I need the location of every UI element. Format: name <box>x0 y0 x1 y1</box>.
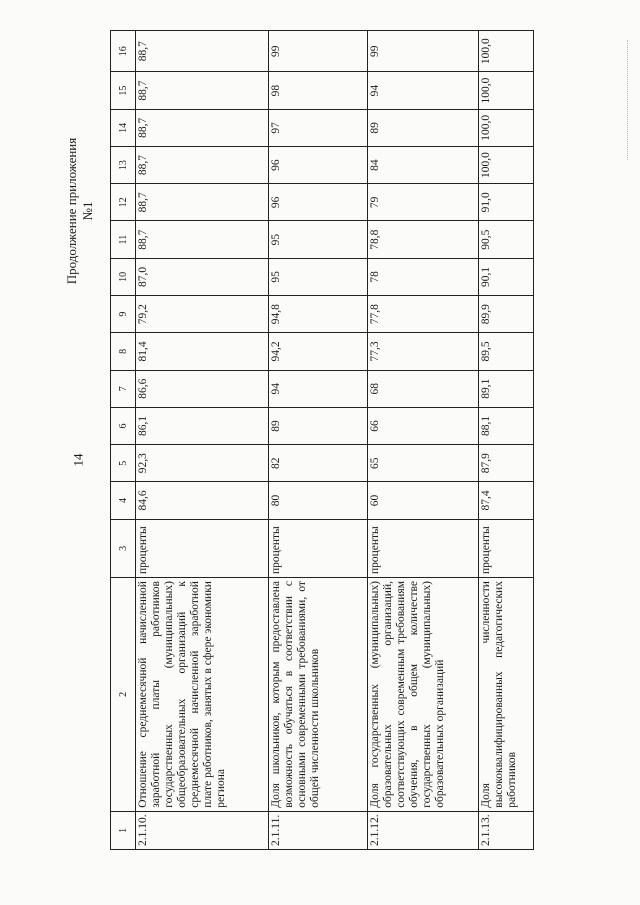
header-cell: 2 <box>111 578 136 812</box>
table-row <box>368 31 479 850</box>
header-cell: 15 <box>111 72 136 109</box>
value-cell: 97 <box>269 109 368 146</box>
value-cell: 98 <box>269 72 368 109</box>
table-row <box>479 31 534 850</box>
value-cell: 77,8 <box>368 296 479 333</box>
value-cell: 89 <box>368 109 479 146</box>
value-cell: 87,4 <box>479 482 534 519</box>
value-cell: 66 <box>368 407 479 444</box>
value-cell: 65 <box>368 445 479 482</box>
table-row <box>269 31 368 850</box>
value-cell: 89,9 <box>479 296 534 333</box>
value-cell: 90,5 <box>479 221 534 258</box>
header-cell: 16 <box>111 31 136 72</box>
header-cell: 11 <box>111 221 136 258</box>
header-row <box>111 31 136 850</box>
header-cell: 6 <box>111 407 136 444</box>
value-cell: 94 <box>368 72 479 109</box>
value-cell: 94,2 <box>269 333 368 370</box>
row-unit: проценты <box>269 519 368 577</box>
header-cell: 5 <box>111 445 136 482</box>
scan-edge-marks <box>627 40 632 160</box>
value-cell: 94,8 <box>269 296 368 333</box>
appendix-caption: Продолжение приложения №1 <box>64 137 95 285</box>
row-code: 2.1.12. <box>368 811 479 849</box>
header-cell: 3 <box>111 519 136 577</box>
header-cell: 14 <box>111 109 136 146</box>
row-unit: проценты <box>136 519 269 577</box>
value-cell: 95 <box>269 258 368 295</box>
row-code: 2.1.11. <box>269 811 368 849</box>
value-cell: 87,9 <box>479 445 534 482</box>
value-cell: 89,1 <box>479 370 534 407</box>
page-number: 14 <box>70 453 86 467</box>
value-cell: 68 <box>368 370 479 407</box>
value-cell: 95 <box>269 221 368 258</box>
value-cell: 100,0 <box>479 109 534 146</box>
row-code: 2.1.13. <box>479 811 534 849</box>
value-cell: 87,0 <box>136 258 269 295</box>
row-description: Отношение среднемесячной начисленной заработной платы работников государственных (муниципальных) общеобразовательных организаций к среднемесячной начисленной заработной плате работников, занятых в сфере экономики региона <box>136 578 269 812</box>
value-cell: 82 <box>269 445 368 482</box>
row-description: Доля школьников, которым предоставлена возможность обучаться в соответствии с основными современными требованиями, от общей численности школьников <box>269 578 368 812</box>
header-cell: 1 <box>111 811 136 849</box>
value-cell: 100,0 <box>479 72 534 109</box>
value-cell: 88,7 <box>136 31 269 72</box>
row-description: Доля численности высококвалифицированных педагогических работников <box>479 578 534 812</box>
value-cell: 88,1 <box>479 407 534 444</box>
value-cell: 91,0 <box>479 184 534 221</box>
row-description: Доля государственных (муниципальных) образовательных организаций, соответствующих современным требованиям обучения, в общем количестве государственных (муниципальных) образовательных организаций <box>368 578 479 812</box>
value-cell: 84 <box>368 146 479 183</box>
value-cell: 99 <box>269 31 368 72</box>
value-cell: 80 <box>269 482 368 519</box>
header-cell: 8 <box>111 333 136 370</box>
rotated-table-container <box>110 30 530 850</box>
value-cell: 100,0 <box>479 31 534 72</box>
value-cell: 88,7 <box>136 72 269 109</box>
appendix-header-wrap <box>18 60 95 285</box>
value-cell: 89,5 <box>479 333 534 370</box>
value-cell: 81,4 <box>136 333 269 370</box>
value-cell: 88,7 <box>136 109 269 146</box>
value-cell: 90,1 <box>479 258 534 295</box>
value-cell: 86,6 <box>136 370 269 407</box>
value-cell: 94 <box>269 370 368 407</box>
value-cell: 100,0 <box>479 146 534 183</box>
row-code: 2.1.10. <box>136 811 269 849</box>
header-cell: 9 <box>111 296 136 333</box>
row-unit: проценты <box>368 519 479 577</box>
value-cell: 92,3 <box>136 445 269 482</box>
value-cell: 78,8 <box>368 221 479 258</box>
value-cell: 99 <box>368 31 479 72</box>
value-cell: 60 <box>368 482 479 519</box>
header-cell: 12 <box>111 184 136 221</box>
header-cell: 7 <box>111 370 136 407</box>
header-cell: 10 <box>111 258 136 295</box>
value-cell: 96 <box>269 146 368 183</box>
row-unit: проценты <box>479 519 534 577</box>
value-cell: 77,3 <box>368 333 479 370</box>
table-sheet <box>110 30 530 850</box>
header-cell: 13 <box>111 146 136 183</box>
value-cell: 88,7 <box>136 221 269 258</box>
value-cell: 88,7 <box>136 146 269 183</box>
value-cell: 89 <box>269 407 368 444</box>
value-cell: 96 <box>269 184 368 221</box>
indicator-table <box>110 30 534 850</box>
value-cell: 84,6 <box>136 482 269 519</box>
value-cell: 86,1 <box>136 407 269 444</box>
value-cell: 79,2 <box>136 296 269 333</box>
value-cell: 79 <box>368 184 479 221</box>
value-cell: 78 <box>368 258 479 295</box>
table-row <box>136 31 269 850</box>
header-cell: 4 <box>111 482 136 519</box>
value-cell: 88,7 <box>136 184 269 221</box>
